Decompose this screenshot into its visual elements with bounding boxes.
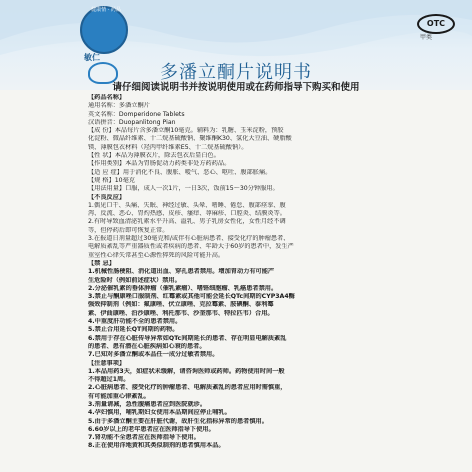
text-line: 6.禁用于存在心脏传导异常如QTc间期延长的患者、存在明显电解质紊乱	[88, 334, 287, 342]
text-line: 【禁 忌】	[88, 259, 115, 267]
logo-text: 健康情 · 药品	[91, 7, 121, 13]
text-line: 生危险时（例如前述症状）禁用。	[88, 276, 181, 284]
text-line: 【注意事项】	[88, 359, 126, 367]
text-line: 4.中重度肝功能不全的患者禁用。	[88, 318, 182, 326]
text-line: 电解质紊乱等严重器质性或者疾病的患者、年龄大于60岁的患者中，发生严	[88, 243, 294, 251]
text-line: 【成 份】本品每片含多潘立酮10毫克。辅料为：乳糖、玉米淀粉，预胶	[88, 127, 284, 135]
text-line: 3.禁止与酮康唑口服制剂、红霉素或其他可能会延长QTc间期的CYP3A4酶	[88, 293, 295, 301]
text-line: 2.分泌催乳素的垂体肿瘤（催乳素瘤）、嗜铬细胞瘤、乳癌患者禁用。	[88, 284, 278, 292]
text-line: 6.60岁以上的老年患者应在医师指导下使用。	[88, 425, 215, 433]
text-line: 英文名称：Domperidone Tablets	[88, 110, 185, 118]
leaflet-body	[88, 94, 382, 451]
text-line: 【作用类别】本品为胃肠促动力药类非处方药药品。	[88, 160, 231, 168]
text-line: 【用法用量】口服，成人一次1片，一日3次，饭前15～30分钟服用。	[88, 185, 279, 193]
text-line: 的患者、患有潜在心脏疾病如心衰的患者。	[88, 342, 206, 350]
text-line: 【不良反应】	[88, 193, 126, 201]
text-line: 1.机械性肠梗阻、消化道出血、穿孔患者禁用。增加胃动力有可能产	[88, 268, 275, 276]
text-line: 2.心脏病患者、接受化疗的肿瘤患者、电解质紊乱的患者应用时需慎重，	[88, 384, 287, 392]
text-line: 8.正在使用洋地黄和其类似制剂的患者慎用本品。	[88, 442, 225, 450]
text-line: 等，但停药后即可恢复正常。	[88, 226, 169, 234]
document-title: 多潘立酮片说明书	[160, 62, 312, 83]
text-line: 【药品名称】	[88, 94, 126, 101]
otc-class-label: 甲类	[420, 34, 433, 41]
text-line: 7.已知对多潘立酮或本品任一成分过敏者禁用。	[88, 351, 219, 359]
text-line: 5.由于多潘立酮主要在肝脏代谢，故肝生化指标异常的患者慎用。	[88, 417, 268, 425]
text-line: 3.剂量请减，急性腹痛患者应到医院就诊。	[88, 400, 207, 408]
text-line: 重室性心律失常甚至心源性猝死的风险可能升高。	[88, 251, 225, 259]
text-line: 不得超过1周。	[88, 376, 130, 384]
text-line: 3.在报道日剂量超过30毫克和/或伴有心脏病患者、接受化疗的肿瘤患者、	[88, 235, 290, 243]
text-line: 1.本品用药3天，如症状未缓解，请咨询医师或药师。药物使用时间一般	[88, 367, 285, 375]
text-line: 镁、薄膜包衣材料（羟丙甲纤维素E5、十二烷基硫酸钠）。	[88, 143, 248, 151]
text-line: 有可能加重心律紊乱。	[88, 392, 150, 400]
text-line: 【适 应 症】用于消化不良、腹胀、嗳气、恶心、呕吐、腹部胀痛。	[88, 168, 272, 176]
usage-notice: 请仔细阅读说明书并按说明使用或在药师指导下购买和使用	[112, 82, 360, 93]
text-line: 7.肾功能不全患者应在医师指导下使用。	[88, 434, 200, 442]
text-line: 素、伊曲康唑、泊沙康唑、利托那韦、沙奎那韦、特拉匹韦）合用。	[88, 309, 274, 317]
text-line: 2.有时导致血清泌乳素水平升高、溢乳、男子乳房女性化，女性月经不调	[88, 218, 286, 226]
text-line: 1.偶见口干、头痛、失眠、神经过敏、头晕、嗜睡、倦怠、腹部痉挛、腹	[88, 201, 286, 209]
text-line: 化淀粉、微晶纤维素、十二烷基硫酸钠、聚维酮K30、氢化大豆油、硬脂酸	[88, 135, 292, 143]
otc-badge: OTC	[417, 14, 455, 34]
logo-emblem-icon	[80, 6, 128, 54]
text-line: 通用名称：多潘立酮片	[88, 102, 150, 110]
text-line: 强效抑制剂（例如：氟康唑、伏立康唑、克拉霉素、胺碘酮、泰利霉	[88, 301, 274, 309]
text-line: 【规 格】10毫克	[88, 176, 135, 184]
text-line: 4.孕妇慎用，哺乳期妇女使用本品期间应停止哺乳。	[88, 409, 231, 417]
text-line: 【性 状】本品为薄膜衣片，除去包衣后显白色。	[88, 152, 220, 160]
brand-name: 敏仁	[84, 53, 100, 62]
text-line: 汉语拼音：Duopanlitong Pian	[88, 118, 176, 126]
text-line: 泻、反流、恶心、胃灼热感、皮疹、瘙痒、荨麻疹、口腔炎、结膜炎等。	[88, 210, 286, 218]
text-line: 5.禁止合用延长QT间期的药物。	[88, 326, 179, 334]
